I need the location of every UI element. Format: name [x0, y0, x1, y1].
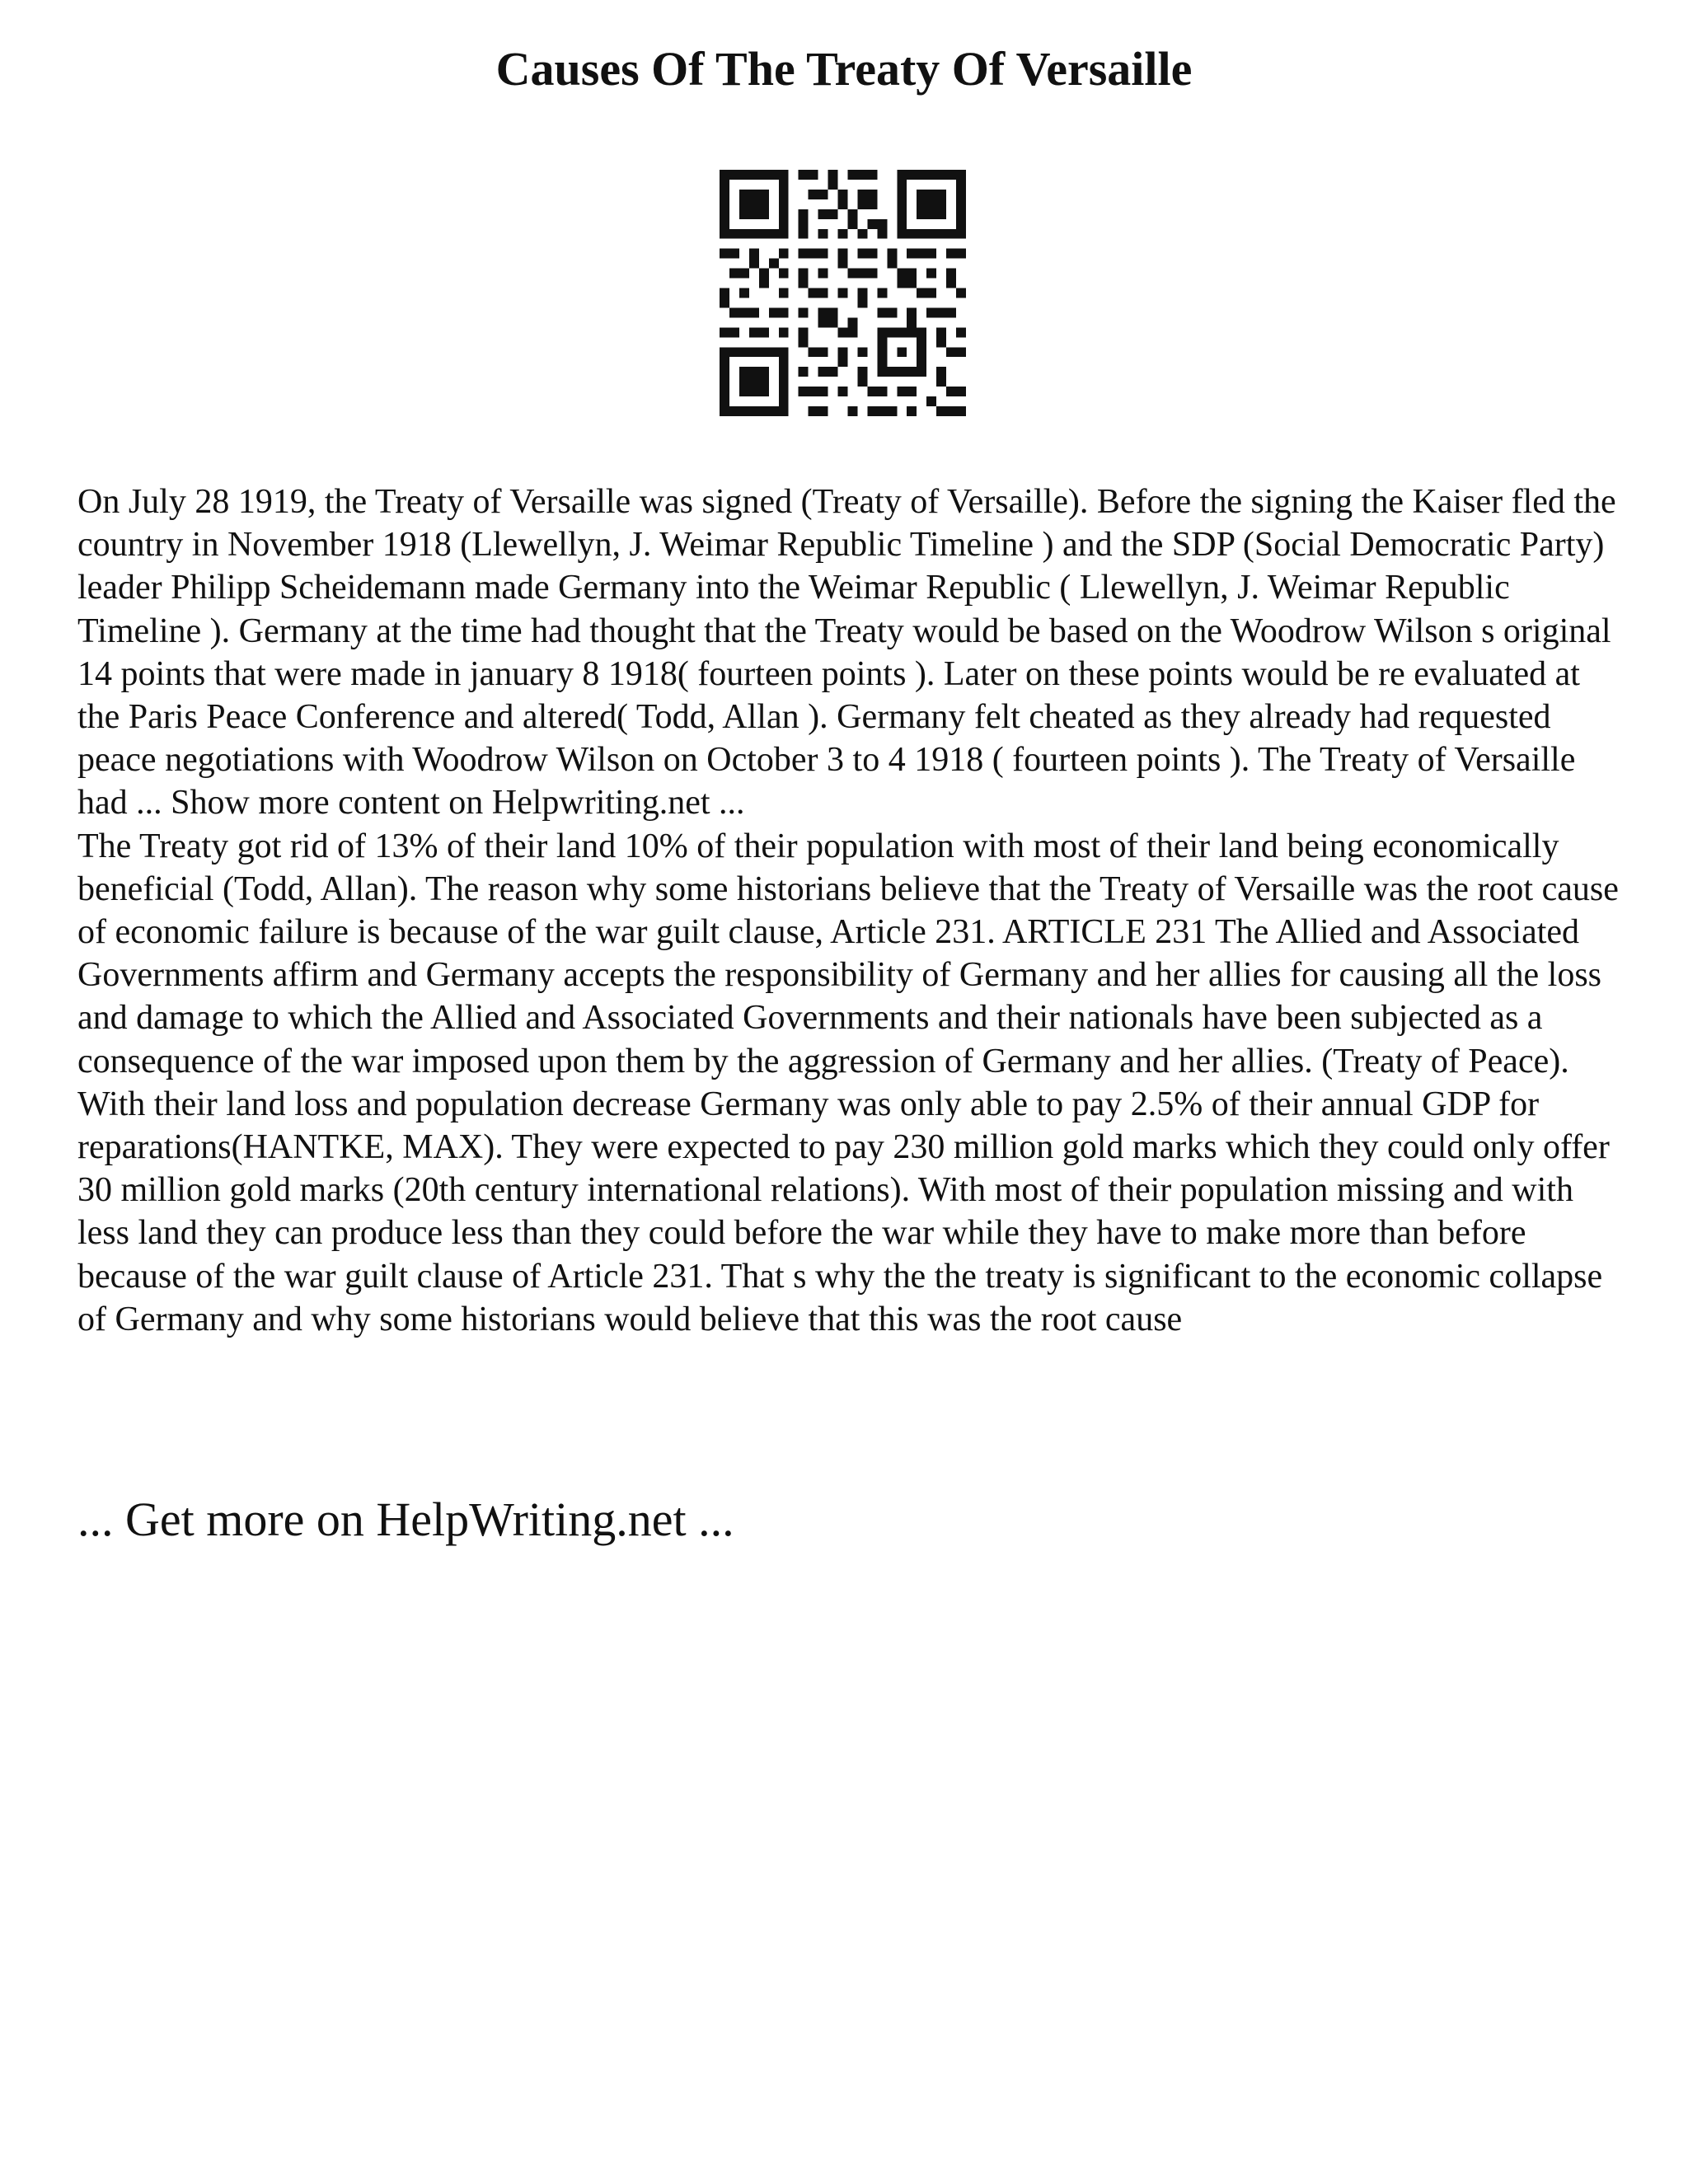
paragraph-1: On July 28 1919, the Treaty of Versaille was signed (Treaty of Versaille). Before the signing the Kaiser fled the country in November 1918 (Llewellyn, J. Weimar Republic Timeline ) and the SDP (Social Democratic Party) leader Philipp Scheidemann made Germany into the Weimar Republic ( Llewellyn, J. Weimar Republic Timeline ). Germany at the time had thought that the Treaty would be based on the Woodrow Wilson s original 14 points that were made in january 8 1918( fourteen points ). Later on these points would be re evaluated at the Paris Peace Conference and altered( Todd, Allan ). Germany felt cheated as they already had requested peace negotiations with Woodrow Wilson on October 3 to 4 1918 ( fourteen points ). The Treaty of Versaille had ... Show more content on Helpwriting.net ...: [77, 483, 1616, 823]
qr-code: [720, 170, 966, 416]
document-title: Causes Of The Treaty Of Versaille: [495, 42, 1193, 96]
get-more-link[interactable]: ... Get more on HelpWriting.net ...: [77, 1493, 734, 1546]
article-body: [77, 480, 1627, 1341]
paragraph-2: The Treaty got rid of 13% of their land 10% of their population with most of their land being economically beneficial (Todd, Allan). The reason why some historians believe that the Treaty of Versaille was the root cause of economic failure is because of the war guilt clause, Article 231. ARTICLE 231 The Allied and Associated Governments affirm and Germany accepts the responsibility of Germany and her allies for causing all the loss and damage to which the Allied and Associated Governments and their nationals have been subjected as a consequence of the war imposed upon them by the aggression of Germany and her allies. (Treaty of Peace). With their land loss and population decrease Germany was only able to pay 2.5% of their annual GDP for reparations(HANTKE, MAX). They were expected to pay 230 million gold marks which they could only offer 30 million gold marks (20th century international relations). With most of their population missing and with less land they can produce less than they could before the war while they have to make more than before because of the war guilt clause of Article 231. That s why the the treaty is significant to the economic collapse of Germany and why some historians would believe that this was the root cause: [77, 827, 1619, 1338]
